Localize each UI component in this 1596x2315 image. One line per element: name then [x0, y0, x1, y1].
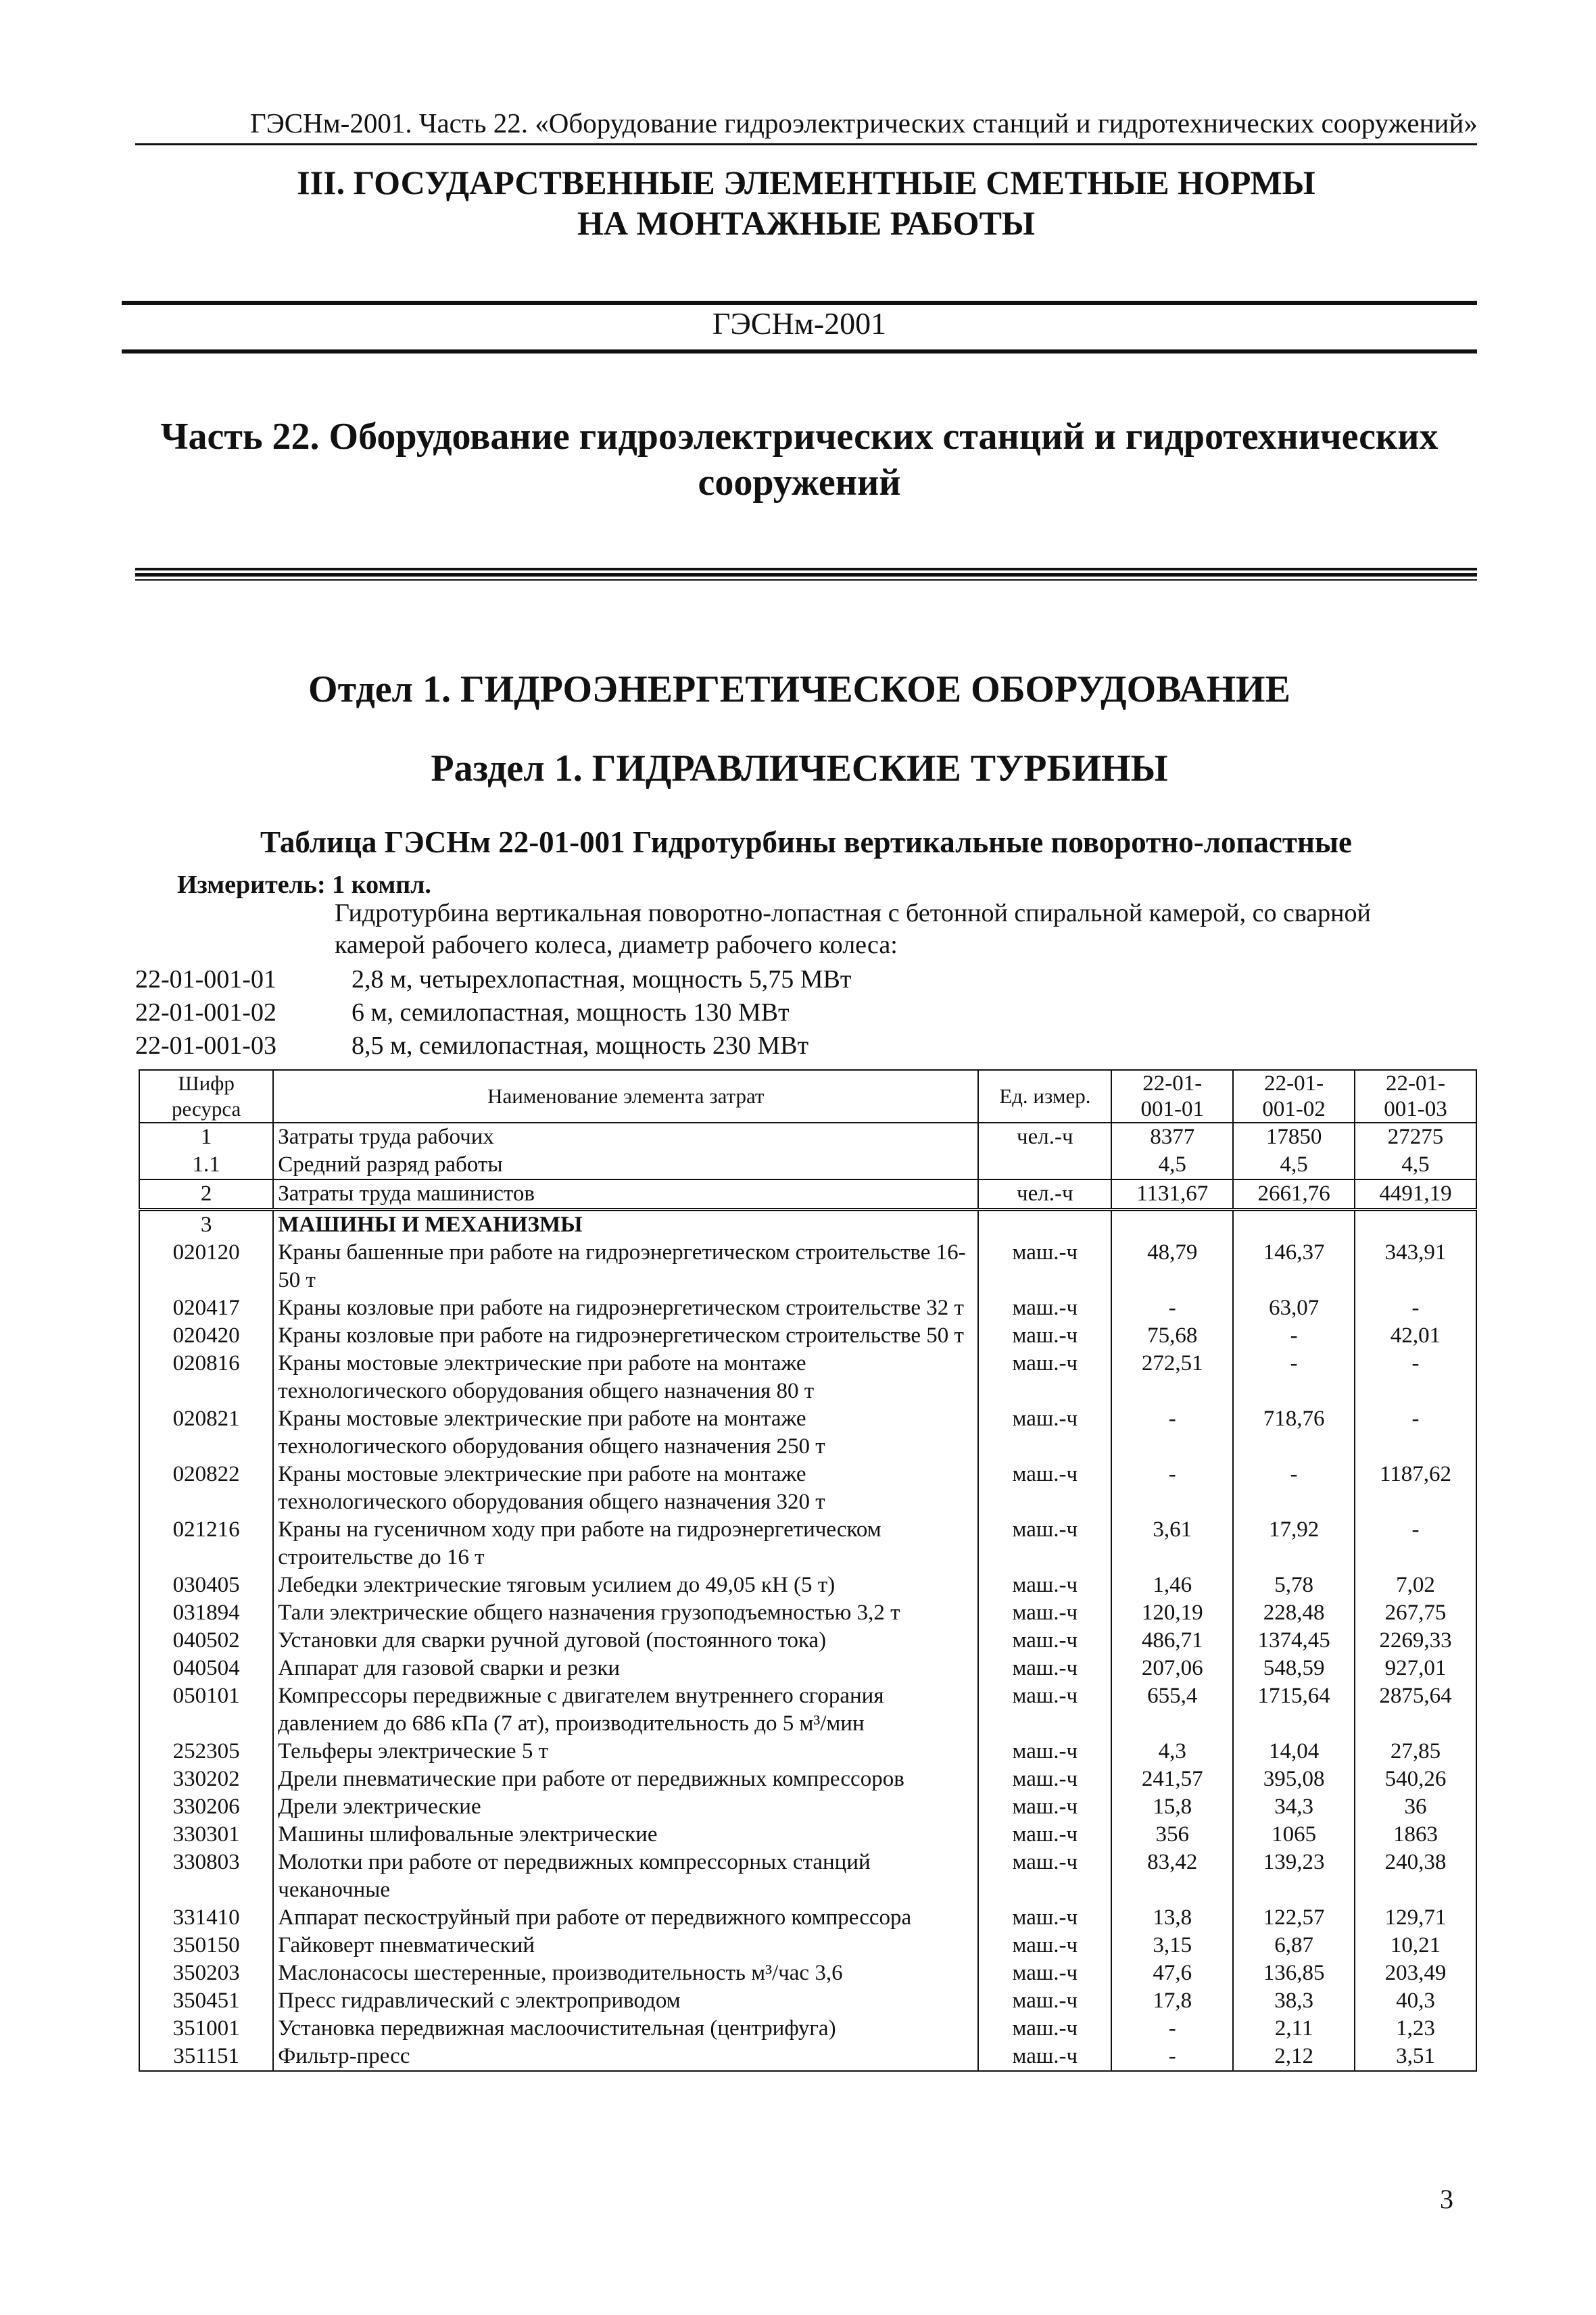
header-v2-line2: 001-02 — [1262, 1097, 1326, 1121]
row-unit-cell: маш.-ч — [978, 1461, 1111, 1516]
row-unit-cell: маш.-ч — [978, 1405, 1111, 1461]
row-code-cell: 330202 — [139, 1765, 273, 1793]
row-name-cell: Средний разряд работы — [273, 1151, 978, 1179]
row-value-3-cell: 4,5 — [1355, 1151, 1476, 1179]
row-value-1-cell: 13,8 — [1111, 1904, 1233, 1932]
row-name-cell: Машины шлифовальные электрические — [273, 1821, 978, 1849]
row-name-cell: Установка передвижная маслоочистительная (центрифуга) — [273, 2015, 978, 2043]
row-value-3-cell: 1863 — [1355, 1821, 1476, 1849]
table-row — [139, 1959, 1476, 1987]
header-v3-line2: 001-03 — [1384, 1097, 1447, 1121]
norms-table — [139, 1069, 1477, 2072]
row-name-cell: Краны мостовые электрические при работе на монтаже технологического оборудования общего назначения 250 т — [273, 1405, 978, 1461]
row-unit-cell: маш.-ч — [978, 1571, 1111, 1599]
row-value-2-cell: 2,12 — [1233, 2043, 1355, 2071]
row-value-3-cell: 240,38 — [1355, 1849, 1476, 1904]
row-value-3-cell: 7,02 — [1355, 1571, 1476, 1599]
row-code-cell: 2 — [139, 1179, 273, 1210]
row-code-cell: 350150 — [139, 1932, 273, 1959]
table-row — [139, 1151, 1476, 1179]
row-unit-cell: маш.-ч — [978, 1765, 1111, 1793]
row-value-3-cell: 129,71 — [1355, 1904, 1476, 1932]
row-code-cell: 020417 — [139, 1294, 273, 1322]
row-value-3-cell: 540,26 — [1355, 1765, 1476, 1793]
row-value-2-cell: 38,3 — [1233, 1987, 1355, 2015]
row-unit-cell: маш.-ч — [978, 2015, 1111, 2043]
row-value-1-cell: 17,8 — [1111, 1987, 1233, 2015]
department-title: Отдел 1. ГИДРОЭНЕРГЕТИЧЕСКОЕ ОБОРУДОВАНИЕ — [308, 668, 1290, 710]
row-value-1-cell: 1131,67 — [1111, 1179, 1233, 1210]
row-value-1-cell: 75,68 — [1111, 1322, 1233, 1350]
row-unit-cell: маш.-ч — [978, 2043, 1111, 2071]
table-row — [139, 1738, 1476, 1765]
code-title: ГЭСНм-2001 — [712, 306, 887, 341]
row-code-cell: 351151 — [139, 2043, 273, 2071]
row-value-3-cell: 42,01 — [1355, 1322, 1476, 1350]
row-unit-cell: маш.-ч — [978, 1516, 1111, 1571]
row-name-cell: Аппарат для газовой сварки и резки — [273, 1655, 978, 1682]
row-value-2-cell: 34,3 — [1233, 1793, 1355, 1821]
row-code-cell: 1.1 — [139, 1151, 273, 1179]
row-code-cell: 031894 — [139, 1599, 273, 1627]
table-row — [139, 1294, 1476, 1322]
part-title-line1: Часть 22. Оборудование гидроэлектрических станций и гидротехнических — [160, 416, 1438, 458]
row-unit-cell: маш.-ч — [978, 1738, 1111, 1765]
variant-text: 2,8 м, четырехлопастная, мощность 5,75 МВт — [352, 965, 852, 994]
row-code-cell: 330803 — [139, 1849, 273, 1904]
code-title-rule-top — [122, 301, 1477, 305]
table-row — [139, 1682, 1476, 1738]
row-name-cell: Пресс гидравлический с электроприводом — [273, 1987, 978, 2015]
variant-text: 8,5 м, семилопастная, мощность 230 МВт — [352, 1031, 809, 1060]
table-row — [139, 1599, 1476, 1627]
row-code-cell: 021216 — [139, 1516, 273, 1571]
intro-line2: камерой рабочего колеса, диаметр рабочего колеса: — [335, 931, 898, 959]
row-value-3-cell: 40,3 — [1355, 1987, 1476, 2015]
row-value-2-cell: 2661,76 — [1233, 1179, 1355, 1210]
table-row — [139, 2015, 1476, 2043]
row-value-2-cell: 17,92 — [1233, 1516, 1355, 1571]
row-value-2-cell: 5,78 — [1233, 1571, 1355, 1599]
row-code-cell: 252305 — [139, 1738, 273, 1765]
row-name-cell: Аппарат пескоструйный при работе от передвижного компрессора — [273, 1904, 978, 1932]
row-value-1-cell: 1,46 — [1111, 1571, 1233, 1599]
row-value-2-cell: 1065 — [1233, 1821, 1355, 1849]
table-body — [139, 1123, 1476, 2071]
row-value-1-cell: 272,51 — [1111, 1350, 1233, 1405]
table-row — [139, 1461, 1476, 1516]
variant-code: 22-01-001-02 — [135, 998, 276, 1027]
row-value-2-cell: 718,76 — [1233, 1405, 1355, 1461]
row-value-1-cell: 4,5 — [1111, 1151, 1233, 1179]
row-unit-cell: маш.-ч — [978, 1793, 1111, 1821]
row-value-1-cell: 48,79 — [1111, 1239, 1233, 1294]
intro-line1: Гидротурбина вертикальная поворотно-лопастная с бетонной спиральной камерой, со сварной — [335, 899, 1371, 927]
running-header: ГЭСНм-2001. Часть 22. «Оборудование гидроэлектрических станций и гидротехнических сооружений» — [250, 107, 1478, 139]
table-row — [139, 1405, 1476, 1461]
table-row — [139, 1571, 1476, 1599]
table-row — [139, 1821, 1476, 1849]
row-code-cell: 050101 — [139, 1682, 273, 1738]
part-rule-3 — [135, 579, 1477, 581]
row-value-2-cell: 14,04 — [1233, 1738, 1355, 1765]
row-value-1-cell: - — [1111, 2015, 1233, 2043]
page-number: 3 — [1440, 2184, 1453, 2214]
row-value-3-cell: 27,85 — [1355, 1738, 1476, 1765]
table-row — [139, 1765, 1476, 1793]
row-code-cell: 1 — [139, 1123, 273, 1151]
variant-item — [135, 965, 851, 994]
row-value-3-cell: 10,21 — [1355, 1932, 1476, 1959]
row-name-cell: Краны башенные при работе на гидроэнергетическом строительстве 16-50 т — [273, 1239, 978, 1294]
row-value-2-cell: 228,48 — [1233, 1599, 1355, 1627]
row-name-cell: Установки для сварки ручной дуговой (постоянного тока) — [273, 1627, 978, 1655]
row-unit-cell: маш.-ч — [978, 1655, 1111, 1682]
row-value-1-cell: 4,3 — [1111, 1738, 1233, 1765]
row-value-1-cell: 83,42 — [1111, 1849, 1233, 1904]
row-code-cell: 020816 — [139, 1350, 273, 1405]
row-value-2-cell: 548,59 — [1233, 1655, 1355, 1682]
header-v1-line1: 22-01- — [1142, 1071, 1203, 1096]
row-unit-cell: маш.-ч — [978, 1849, 1111, 1904]
row-value-3-cell: 2269,33 — [1355, 1627, 1476, 1655]
header-code-line2: ресурса — [171, 1097, 241, 1121]
table-row — [139, 1932, 1476, 1959]
variant-code: 22-01-001-03 — [135, 1031, 276, 1060]
header-variant-2 — [1233, 1070, 1355, 1123]
header-variant-1 — [1111, 1070, 1233, 1123]
row-name-cell: Лебедки электрические тяговым усилием до 49,05 кН (5 т) — [273, 1571, 978, 1599]
row-unit-cell: маш.-ч — [978, 1627, 1111, 1655]
row-code-cell: 030405 — [139, 1571, 273, 1599]
row-value-1-cell: 120,19 — [1111, 1599, 1233, 1627]
row-code-cell: 350451 — [139, 1987, 273, 2015]
header-v2-line1: 22-01- — [1264, 1071, 1324, 1096]
table-row — [139, 1849, 1476, 1904]
part-title — [122, 414, 1477, 506]
row-value-3-cell: 36 — [1355, 1793, 1476, 1821]
measure-unit: Измеритель: 1 компл. — [177, 871, 431, 899]
row-name-cell: Маслонасосы шестеренные, производительность м³/час 3,6 — [273, 1959, 978, 1987]
row-code-cell: 020120 — [139, 1239, 273, 1294]
row-value-3-cell: 343,91 — [1355, 1239, 1476, 1294]
row-value-2-cell: 1715,64 — [1233, 1682, 1355, 1738]
row-value-3-cell — [1355, 1210, 1476, 1240]
table-row — [139, 1793, 1476, 1821]
row-value-2-cell: 395,08 — [1233, 1765, 1355, 1793]
table-row — [139, 1179, 1476, 1210]
part-rule-2 — [135, 573, 1477, 577]
row-code-cell: 020821 — [139, 1405, 273, 1461]
row-unit-cell: маш.-ч — [978, 1294, 1111, 1322]
row-value-2-cell: 4,5 — [1233, 1151, 1355, 1179]
row-code-cell: 020420 — [139, 1322, 273, 1350]
header-code — [139, 1070, 273, 1123]
header-variant-3 — [1355, 1070, 1476, 1123]
variant-item — [135, 998, 790, 1027]
row-name-cell: Тельферы электрические 5 т — [273, 1738, 978, 1765]
row-value-3-cell: - — [1355, 1294, 1476, 1322]
row-value-2-cell: 139,23 — [1233, 1849, 1355, 1904]
row-value-2-cell — [1233, 1210, 1355, 1240]
row-name-cell: МАШИНЫ И МЕХАНИЗМЫ — [273, 1210, 978, 1240]
main-title-line1: III. ГОСУДАРСТВЕННЫЕ ЭЛЕМЕНТНЫЕ СМЕТНЫЕ НОРМЫ — [297, 164, 1315, 201]
row-code-cell: 330206 — [139, 1793, 273, 1821]
row-name-cell: Краны мостовые электрические при работе на монтаже технологического оборудования общего назначения 80 т — [273, 1350, 978, 1405]
row-unit-cell: маш.-ч — [978, 1959, 1111, 1987]
header-code-line1: Шифр — [178, 1071, 235, 1095]
row-value-1-cell: 3,15 — [1111, 1932, 1233, 1959]
row-code-cell: 350203 — [139, 1959, 273, 1987]
table-row — [139, 1627, 1476, 1655]
variant-item — [135, 1031, 808, 1061]
row-value-2-cell: 63,07 — [1233, 1294, 1355, 1322]
row-value-3-cell: 2875,64 — [1355, 1682, 1476, 1738]
row-code-cell: 040502 — [139, 1627, 273, 1655]
variant-text: 6 м, семилопастная, мощность 130 МВт — [352, 998, 790, 1027]
row-value-1-cell: 8377 — [1111, 1123, 1233, 1151]
row-code-cell: 331410 — [139, 1904, 273, 1932]
row-value-3-cell: 4491,19 — [1355, 1179, 1476, 1210]
row-value-2-cell: - — [1233, 1461, 1355, 1516]
row-name-cell: Затраты труда машинистов — [273, 1179, 978, 1210]
row-value-2-cell: 2,11 — [1233, 2015, 1355, 2043]
row-value-1-cell: 655,4 — [1111, 1682, 1233, 1738]
row-unit-cell: маш.-ч — [978, 1904, 1111, 1932]
header-row — [139, 1070, 1476, 1123]
row-value-1-cell: 486,71 — [1111, 1627, 1233, 1655]
table-row — [139, 1322, 1476, 1350]
table-row — [139, 1350, 1476, 1405]
row-unit-cell: маш.-ч — [978, 1350, 1111, 1405]
table-row — [139, 1239, 1476, 1294]
row-unit-cell: маш.-ч — [978, 1239, 1111, 1294]
row-code-cell: 020822 — [139, 1461, 273, 1516]
table-row — [139, 2043, 1476, 2071]
row-name-cell: Фильтр-пресс — [273, 2043, 978, 2071]
row-unit-cell: чел.-ч — [978, 1179, 1111, 1210]
row-unit-cell — [978, 1151, 1111, 1179]
main-title-line2: НА МОНТАЖНЫЕ РАБОТЫ — [577, 204, 1036, 242]
row-value-1-cell: 3,61 — [1111, 1516, 1233, 1571]
header-unit: Ед. измер. — [978, 1070, 1111, 1123]
row-unit-cell: маш.-ч — [978, 1599, 1111, 1627]
row-unit-cell: маш.-ч — [978, 1932, 1111, 1959]
row-value-3-cell: 1187,62 — [1355, 1461, 1476, 1516]
table-row — [139, 1123, 1476, 1151]
row-value-3-cell: - — [1355, 1405, 1476, 1461]
row-name-cell: Тали электрические общего назначения грузоподъемностью 3,2 т — [273, 1599, 978, 1627]
table-row — [139, 1516, 1476, 1571]
row-value-1-cell: 241,57 — [1111, 1765, 1233, 1793]
row-value-1-cell: 15,8 — [1111, 1793, 1233, 1821]
row-name-cell: Гайковерт пневматический — [273, 1932, 978, 1959]
row-value-3-cell: 203,49 — [1355, 1959, 1476, 1987]
row-value-2-cell: 122,57 — [1233, 1904, 1355, 1932]
row-code-cell: 040504 — [139, 1655, 273, 1682]
row-name-cell: Краны козловые при работе на гидроэнергетическом строительстве 50 т — [273, 1322, 978, 1350]
row-value-3-cell: 3,51 — [1355, 2043, 1476, 2071]
row-value-3-cell: 927,01 — [1355, 1655, 1476, 1682]
row-name-cell: Дрели пневматические при работе от передвижных компрессоров — [273, 1765, 978, 1793]
section-title: Раздел 1. ГИДРАВЛИЧЕСКИЕ ТУРБИНЫ — [431, 748, 1168, 789]
row-value-1-cell: 356 — [1111, 1821, 1233, 1849]
row-unit-cell — [978, 1210, 1111, 1240]
row-name-cell: Краны козловые при работе на гидроэнергетическом строительстве 32 т — [273, 1294, 978, 1322]
header-rule — [135, 143, 1477, 145]
part-rule-1 — [135, 568, 1477, 570]
row-code-cell: 3 — [139, 1210, 273, 1240]
row-value-1-cell: 207,06 — [1111, 1655, 1233, 1682]
table-row — [139, 1904, 1476, 1932]
row-value-2-cell: 136,85 — [1233, 1959, 1355, 1987]
row-value-2-cell: 146,37 — [1233, 1239, 1355, 1294]
row-value-3-cell: 1,23 — [1355, 2015, 1476, 2043]
variant-code: 22-01-001-01 — [135, 965, 276, 994]
row-value-2-cell: 6,87 — [1233, 1932, 1355, 1959]
table-row — [139, 1210, 1476, 1240]
row-unit-cell: маш.-ч — [978, 1322, 1111, 1350]
intro-description — [335, 898, 1477, 961]
header-v3-line1: 22-01- — [1386, 1071, 1446, 1096]
row-value-2-cell: - — [1233, 1350, 1355, 1405]
row-value-2-cell: 1374,45 — [1233, 1627, 1355, 1655]
row-name-cell: Дрели электрические — [273, 1793, 978, 1821]
row-name-cell: Краны мостовые электрические при работе на монтаже технологического оборудования общего назначения 320 т — [273, 1461, 978, 1516]
row-name-cell: Краны на гусеничном ходу при работе на гидроэнергетическом строительстве до 16 т — [273, 1516, 978, 1571]
row-name-cell: Затраты труда рабочих — [273, 1123, 978, 1151]
table-header — [139, 1070, 1476, 1123]
row-unit-cell: маш.-ч — [978, 1821, 1111, 1849]
row-value-2-cell: - — [1233, 1322, 1355, 1350]
row-value-3-cell: - — [1355, 1350, 1476, 1405]
row-code-cell: 330301 — [139, 1821, 273, 1849]
row-value-3-cell: 267,75 — [1355, 1599, 1476, 1627]
row-unit-cell: чел.-ч — [978, 1123, 1111, 1151]
row-value-3-cell: - — [1355, 1516, 1476, 1571]
header-v1-line2: 001-01 — [1140, 1097, 1205, 1121]
code-title-rule-bottom — [122, 349, 1477, 354]
row-value-1-cell: - — [1111, 1461, 1233, 1516]
part-title-line2: сооружений — [698, 462, 901, 504]
row-unit-cell: маш.-ч — [978, 1987, 1111, 2015]
table-title: Таблица ГЭСНм 22-01-001 Гидротурбины вертикальные поворотно-лопастные — [260, 825, 1352, 859]
table-row — [139, 1655, 1476, 1682]
row-value-1-cell: - — [1111, 2043, 1233, 2071]
row-value-1-cell: - — [1111, 1294, 1233, 1322]
row-name-cell: Компрессоры передвижные с двигателем внутреннего сгорания давлением до 686 кПа (7 ат), производительность до 5 м³/мин — [273, 1682, 978, 1738]
row-value-3-cell: 27275 — [1355, 1123, 1476, 1151]
row-name-cell: Молотки при работе от передвижных компрессорных станций чеканочные — [273, 1849, 978, 1904]
row-value-1-cell: - — [1111, 1405, 1233, 1461]
header-name: Наименование элемента затрат — [273, 1070, 978, 1123]
row-value-1-cell — [1111, 1210, 1233, 1240]
row-unit-cell: маш.-ч — [978, 1682, 1111, 1738]
main-title — [135, 162, 1477, 243]
row-value-1-cell: 47,6 — [1111, 1959, 1233, 1987]
table-row — [139, 1987, 1476, 2015]
row-value-2-cell: 17850 — [1233, 1123, 1355, 1151]
row-code-cell: 351001 — [139, 2015, 273, 2043]
